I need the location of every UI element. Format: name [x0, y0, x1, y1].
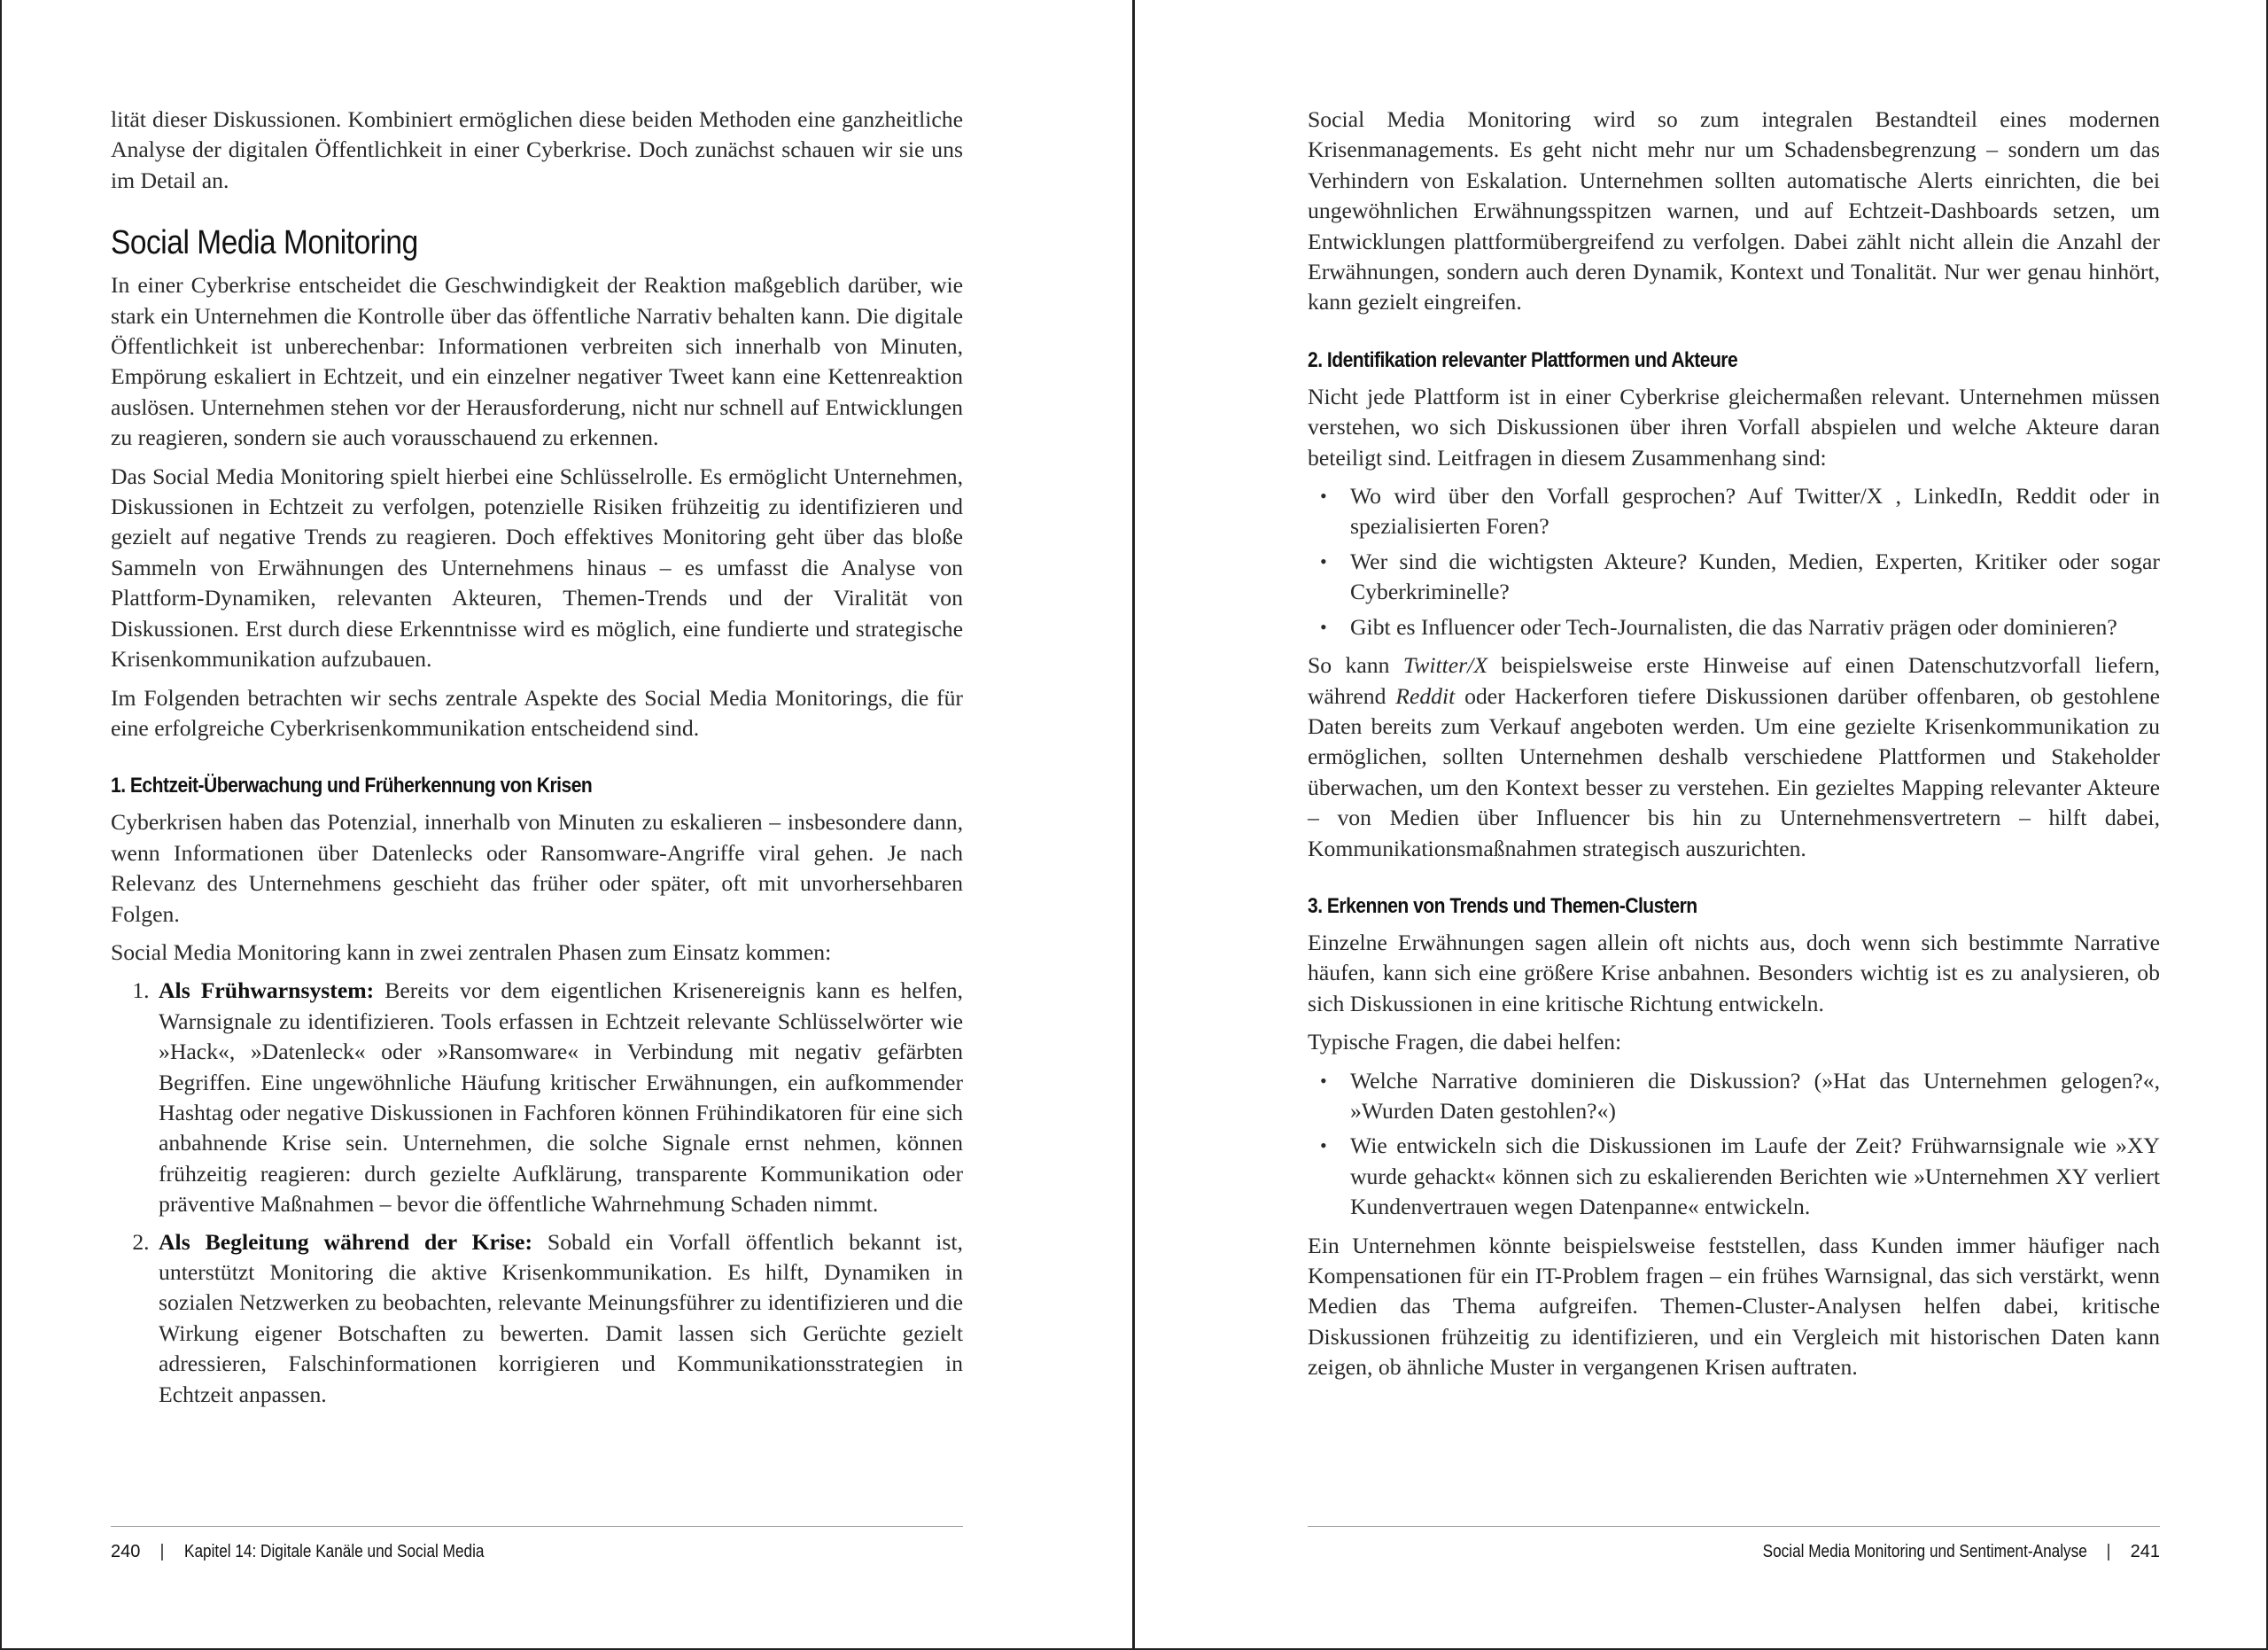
phases-list — [111, 976, 963, 1410]
list-item-text: Gibt es Influencer oder Tech-Journalisten, die das Narrativ prägen oder dominieren? — [1350, 613, 2117, 640]
list-item-lead: Als Begleitung während der Krise: — [159, 1228, 533, 1255]
subsection-heading: 1. Echtzeit-Überwachung und Früherkennung von Krisen — [111, 774, 593, 798]
right-page-body — [1308, 105, 2160, 1391]
list-item — [1320, 1066, 2160, 1127]
text-run: So kann — [1308, 652, 1403, 679]
right-page — [1135, 0, 2268, 1650]
left-page-body — [111, 105, 963, 1418]
bullet-list — [1308, 1066, 2160, 1223]
running-head: Social Media Monitoring und Sentiment-Analyse — [1762, 1542, 2087, 1561]
body-paragraph: Nicht jede Plattform ist in einer Cyberkrise gleichermaßen relevant. Unternehmen müssen verstehen, wo sich Diskussionen über ihren Vorfall abspielen und welche Akteure daran beteiligt sind. Leitfragen in diesem Zusammenhang sind: — [1308, 383, 2160, 471]
body-paragraph: Im Folgenden betrachten wir sechs zentrale Aspekte des Social Media Monitorings, die für eine erfolgreiche Cyberkrisenkommunikation entscheidend sind. — [111, 684, 963, 741]
page-number: 241 — [2130, 1542, 2160, 1561]
platform-name: Reddit — [1395, 682, 1456, 709]
list-item-text: Wie entwickeln sich die Diskussionen im Laufe der Zeit? Frühwarnsignale wie »XY wurde gehackt« können sich zu eskalierenden Berichten wie »Unternehmen XY verliert Kundenvertrauen wegen Datenpanne« entwickeln. — [1350, 1132, 2160, 1220]
footer-separator: | — [2106, 1542, 2111, 1561]
subsection-heading: 2. Identifikation relevanter Plattformen und Akteure — [1308, 347, 1738, 372]
list-item-text: Welche Narrative dominieren die Diskussion? (»Hat das Unternehmen gelogen?«, »Wurden Daten gestohlen?«) — [1350, 1067, 2160, 1124]
intro-paragraph: lität dieser Diskussionen. Kombiniert ermöglichen diese beiden Methoden eine ganzheitliche Analyse der digitalen Öffentlichkeit in einer Cyberkrise. Doch zunächst schauen wir sie uns im Detail an. — [111, 106, 963, 193]
bullet-icon: • — [1320, 1134, 1327, 1157]
page-number: 240 — [111, 1542, 141, 1561]
text-run: beispielsweise erste Hinweise auf einen Datenschutzvorfall liefern, während — [1308, 652, 2160, 709]
body-paragraph: Ein Unternehmen könnte beispielsweise feststellen, dass Kunden immer häufiger nach Kompensationen für ein IT-Problem fragen – ein frühes Warnsignal, das sich verstärkt, wenn Medien das Thema aufgreifen. Themen-Cluster-Analysen helfen dabei, kritische Diskussionen frühzeitig zu identifizieren, und ein Vergleich mit historischen Daten kann zeigen, ob ähnliche Muster in vergangenen Krisen auftraten. — [1308, 1232, 2160, 1381]
footer-separator: | — [159, 1542, 165, 1561]
page-footer — [111, 1526, 963, 1564]
list-item-text: Wer sind die wichtigsten Akteure? Kunden, Medien, Experten, Kritiker oder sogar Cyberkriminelle? — [1350, 548, 2160, 605]
bullet-icon: • — [1320, 615, 1327, 638]
body-paragraph — [1308, 650, 2160, 864]
list-item — [1320, 481, 2160, 542]
bullet-list — [1308, 481, 2160, 642]
bullet-icon: • — [1320, 1069, 1327, 1092]
page-footer — [1308, 1526, 2160, 1564]
intro-paragraph: Social Media Monitoring wird so zum integralen Bestandteil eines modernen Krisenmanagements. Es geht nicht mehr nur um Schadensbegrenzung – sondern um das Verhindern von Eskalation. Unternehmen sollten automatische Alerts einrichten, die bei ungewöhnlichen Erwähnungsspitzen warnen, und auf Echtzeit-Dashboards setzen, um Entwicklungen plattformübergreifend zu verfolgen. Dabei zählt nicht allein die Anzahl der Erwähnungen, sondern auch deren Dynamik, Kontext und Tonalität. Nur wer genau hinhört, kann gezielt eingreifen. — [1308, 106, 2160, 315]
bullet-icon: • — [1320, 549, 1327, 572]
body-paragraph: Social Media Monitoring kann in zwei zentralen Phasen zum Einsatz kommen: — [111, 938, 832, 965]
body-paragraph: Cyberkrisen haben das Potenzial, innerhalb von Minuten zu eskalieren – insbesondere dann, wenn Informationen über Datenlecks oder Ransomware-Angriffe viral gehen. Je nach Relevanz des Unternehmens geschieht das früher oder später, oft mit unvorhersehbaren Folgen. — [111, 809, 963, 927]
left-page — [0, 0, 1132, 1650]
list-item — [155, 1227, 963, 1410]
section-heading: Social Media Monitoring — [111, 224, 418, 262]
body-paragraph: Typische Fragen, die dabei helfen: — [1308, 1029, 1622, 1055]
list-item-text: Bereits vor dem eigentlichen Krisenereignis kann es helfen, Warnsignale zu identifizieren. Tools erfassen in Echtzeit relevante Schlüsselwörter wie »Hack«, »Datenleck« oder »Ransomware« in Verbindung mit negativ gefärbten Begriffen. Eine ungewöhnliche Häufung kritischer Erwähnungen, ein aufkommender Hashtag oder negative Diskussionen in Fachforen können Frühindikatoren für eine sich anbahnende Krise sein. Unternehmen, die solche Signale ernst nehmen, können frühzeitig reagieren: durch gezielte Aufklärung, transparente Kommunikation oder präventive Maßnahmen – bevor die öffentliche Wahrnehmung Schaden nimmt. — [159, 977, 963, 1218]
list-item — [1320, 1131, 2160, 1222]
bullet-icon: • — [1320, 485, 1327, 508]
body-paragraph: Einzelne Erwähnungen sagen allein oft nichts aus, doch wenn sich bestimmte Narrative häufen, kann sich eine größere Krise anbahnen. Besonders wichtig ist es zu analysieren, ob sich Diskussionen in eine kritische Richtung entwickeln. — [1308, 929, 2160, 1016]
subsection-heading: 3. Erkennen von Trends und Themen-Clustern — [1308, 893, 1697, 918]
list-item-lead: Als Frühwarnsystem: — [159, 977, 375, 1004]
body-paragraph: Das Social Media Monitoring spielt hierbei eine Schlüsselrolle. Es ermöglicht Unternehmen, Diskussionen in Echtzeit zu verfolgen, potenzielle Risiken frühzeitig zu identifizieren und gezielt auf negative Trends zu reagieren. Doch effektives Monitoring geht über das bloße Sammeln von Erwähnungen des Unternehmens hinaus – es umfasst die Analyse von Plattform-Dynamiken, relevanten Akteuren, Themen-Trends und der Viralität von Diskussionen. Erst durch diese Erkenntnisse wird es möglich, eine fundierte und strategische Krisenkommunikation aufzubauen. — [111, 463, 963, 673]
list-item-text: Wo wird über den Vorfall gesprochen? Auf Twitter/X , LinkedIn, Reddit oder in spezialisierten Foren? — [1350, 483, 2160, 540]
list-item — [1320, 547, 2160, 608]
list-item — [155, 976, 963, 1219]
body-paragraph: In einer Cyberkrise entscheidet die Geschwindigkeit der Reaktion maßgeblich darüber, wie stark ein Unternehmen die Kontrolle über das öffentliche Narrativ behalten kann. Die digitale Öffentlichkeit ist unberechenbar: Informationen verbreiten sich innerhalb von Minuten, Empörung eskaliert in Echtzeit, und ein einzelner negativer Tweet kann eine Kettenreaktion auslösen. Unternehmen stehen vor der Herausforderung, nicht nur schnell auf Entwicklungen zu reagieren, sondern sie auch vorausschauend zu erkennen. — [111, 272, 963, 451]
list-item-text: Sobald ein Vorfall öffentlich bekannt ist, unterstützt Monitoring die aktive Krisenkommunikation. Es hilft, Dynamiken in sozialen Netzwerken zu beobachten, relevante Meinungsführer zu identifizieren und die Wirkung eigener Botschaften zu bewerten. Damit lassen sich Gerüchte gezielt adressieren, Falschinformationen korrigieren und Kommunikationsstrategien in Echtzeit anpassen. — [159, 1228, 963, 1407]
text-run: oder Hackerforen tiefere Diskussionen darüber offenbaren, ob gestohlene Daten bereits zum Verkauf angeboten werden. Um eine gezielte Krisenkommunikation zu ermöglichen, sollten Unternehmen deshalb verschiedene Plattformen und Stakeholder überwachen, um den Kontext besser zu verstehen. Ein gezieltes Mapping relevanter Akteure – von Medien über Influencer bis hin zu Unternehmensvertretern – hilft dabei, Kommunikationsmaßnahmen strategisch auszurichten. — [1308, 682, 2160, 861]
running-head: Kapitel 14: Digitale Kanäle und Social Media — [183, 1542, 485, 1561]
platform-name: Twitter/X — [1402, 652, 1488, 679]
list-item — [1320, 612, 2160, 642]
